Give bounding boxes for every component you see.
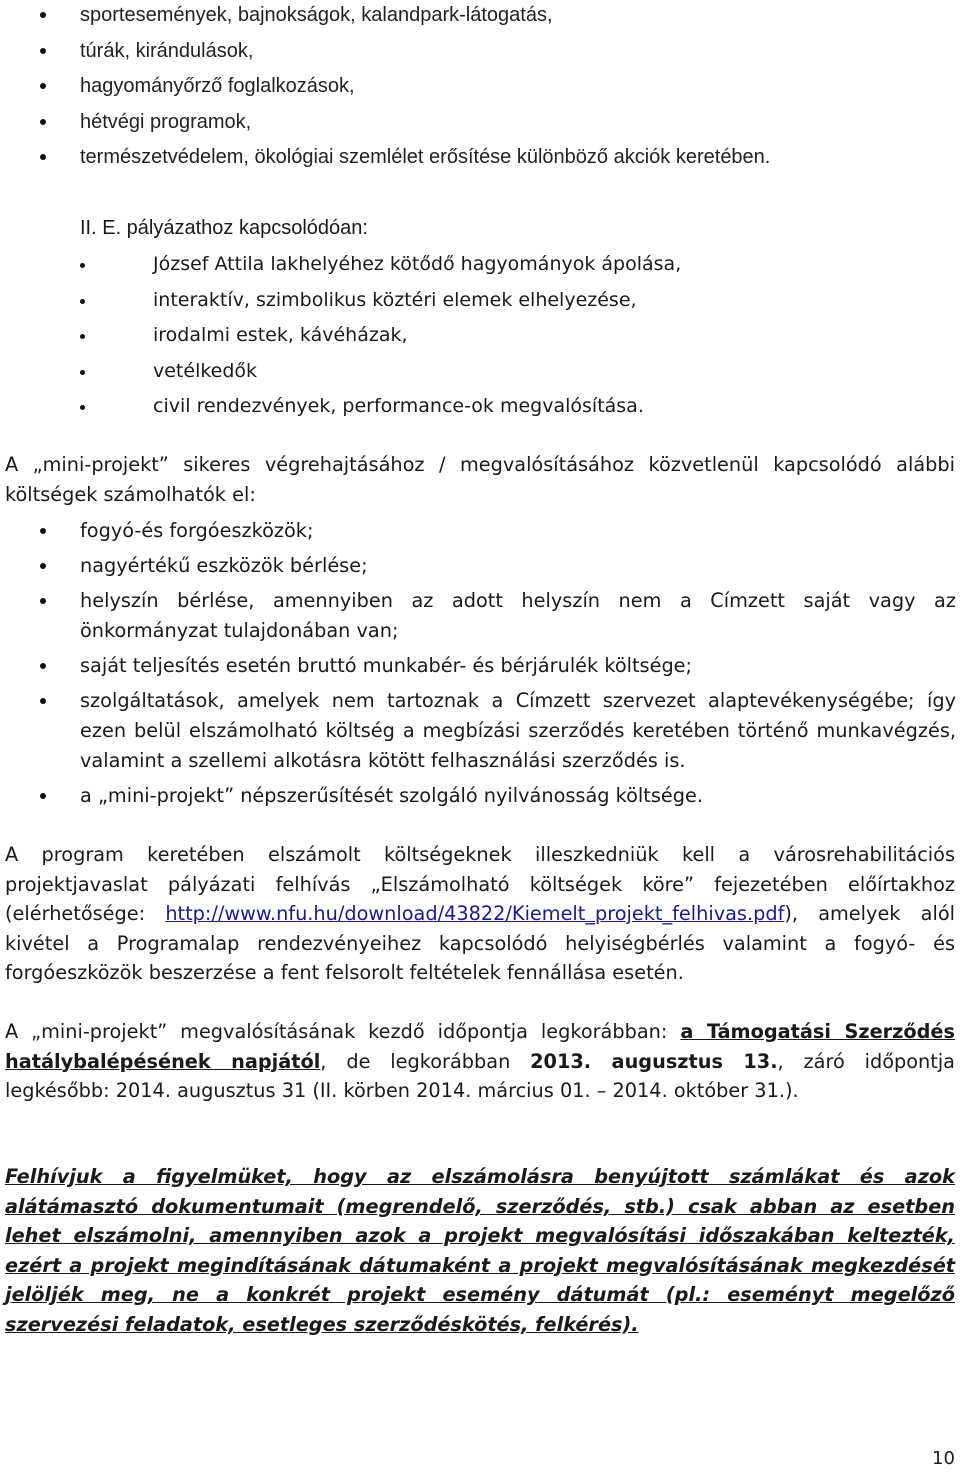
bullet-icon xyxy=(80,334,85,339)
page-number: 10 xyxy=(932,1448,955,1469)
timeline-paragraph: A „mini-projekt” megvalósításának kezdő időpontja legkorábban: a Támogatási Szerződés hatálybalépésének napjától, de legkorábban 2013. augusztus 13., záró időpontja legkésőbb: 2014. augusztus 31 (II. körben 2014. március 01. – 2014. október 31.). xyxy=(5,1020,955,1102)
bullet-icon xyxy=(40,154,46,160)
eligibility-paragraph: A program keretében elszámolt költségeknek illeszkedniük kell a városrehabilitációs projektjavaslat pályázati felhívás „Elszámolható költségek köre” fejezetében előírtakhoz (elérhetősége: http://www.nfu.hu/download/43822/Kiemelt_projekt_felhivas.pdf), amelyek alól kivétel a Programalap rendezvényeihez kapcsolódó helyiségbérlés valamint a fogyó- és forgóeszközök beszerzése a fent felsorolt feltételek fennállása esetén. xyxy=(5,843,955,984)
list-item: vetélkedők xyxy=(80,356,880,392)
list-item: József Attila lakhelyéhez kötődő hagyományok ápolása, xyxy=(80,249,880,285)
activity-list xyxy=(40,0,940,178)
list-item: irodalmi estek, kávéházak, xyxy=(80,320,880,356)
list-item: interaktív, szimbolikus köztéri elemek elhelyezése, xyxy=(80,285,880,321)
bullet-icon xyxy=(40,48,46,54)
list-item: természetvédelem, ökológiai szemlélet erősítése különböző akciók keretében. xyxy=(40,142,940,178)
list-item: túrák, kirándulások, xyxy=(40,36,940,72)
bullet-icon xyxy=(40,119,46,125)
list-item: szolgáltatások, amelyek nem tartoznak a Címzett szervezet alaptevékenységébe; így ezen belül elszámolható költség a megbízási szerződés keretében történő munkavégzés, valamint a szellemi alkotásra kötött felhasználási szerződés is. xyxy=(40,686,956,776)
bullet-icon xyxy=(40,83,46,89)
bullet-icon xyxy=(80,299,85,304)
list-item: saját teljesítés esetén bruttó munkabér- és bérjárulék költsége; xyxy=(40,651,956,681)
bullet-icon xyxy=(40,528,46,534)
bullet-icon xyxy=(40,12,46,18)
eligible-costs-intro: A „mini-projekt” sikeres végrehajtásához / megvalósításához közvetlenül kapcsolódó alábbi költségek számolhatók el: xyxy=(5,453,955,506)
list-item: a „mini-projekt” népszerűsítését szolgáló nyilvánosság költsége. xyxy=(40,781,956,811)
bullet-icon xyxy=(40,698,46,704)
bullet-icon xyxy=(40,793,46,799)
earliest-date: 2013. augusztus 13. xyxy=(530,1049,778,1073)
list-item: hagyományőrző foglalkozások, xyxy=(40,71,940,107)
bullet-icon xyxy=(80,263,85,268)
bullet-icon xyxy=(80,370,85,375)
list-item: hétvégi programok, xyxy=(40,107,940,143)
section2-list xyxy=(80,249,880,427)
bullet-icon xyxy=(40,598,46,604)
call-document-link[interactable]: http://www.nfu.hu/download/43822/Kiemelt_projekt_felhivas.pdf xyxy=(165,902,785,925)
start-condition: a Támogatási Szerződés hatálybalépésének napjától xyxy=(5,1020,955,1073)
list-item: sportesemények, bajnokságok, kalandpark-látogatás, xyxy=(40,0,940,36)
cost-list xyxy=(40,516,956,816)
list-item: civil rendezvények, performance-ok megvalósítása. xyxy=(80,391,880,427)
bullet-icon xyxy=(40,563,46,569)
notice-paragraph: Felhívjuk a figyelmüket, hogy az elszámolásra benyújtott számlákat és azok alátámasztó dokumentumait (megrendelő, szerződés, stb.) csak abban az esetben lehet elszámolni, amennyiben azok a projekt megvalósítási időszakában keltezték, ezért a projekt megindításának dátumaként a projekt megvalósításának megkezdését jelöljék meg, ne a konkrét projekt esemény dátumát (pl.: eseményt megelőző szervezési feladatok, esetleges szerződéskötés, felkérés). xyxy=(5,1165,955,1336)
list-item: helyszín bérlése, amennyiben az adott helyszín nem a Címzett saját vagy az önkormányzat tulajdonában van; xyxy=(40,586,956,646)
bullet-icon xyxy=(80,405,85,410)
bullet-icon xyxy=(40,663,46,669)
list-item: fogyó-és forgóeszközök; xyxy=(40,516,956,546)
section-heading: II. E. pályázathoz kapcsolódóan: xyxy=(80,217,368,239)
list-item: nagyértékű eszközök bérlése; xyxy=(40,551,956,581)
